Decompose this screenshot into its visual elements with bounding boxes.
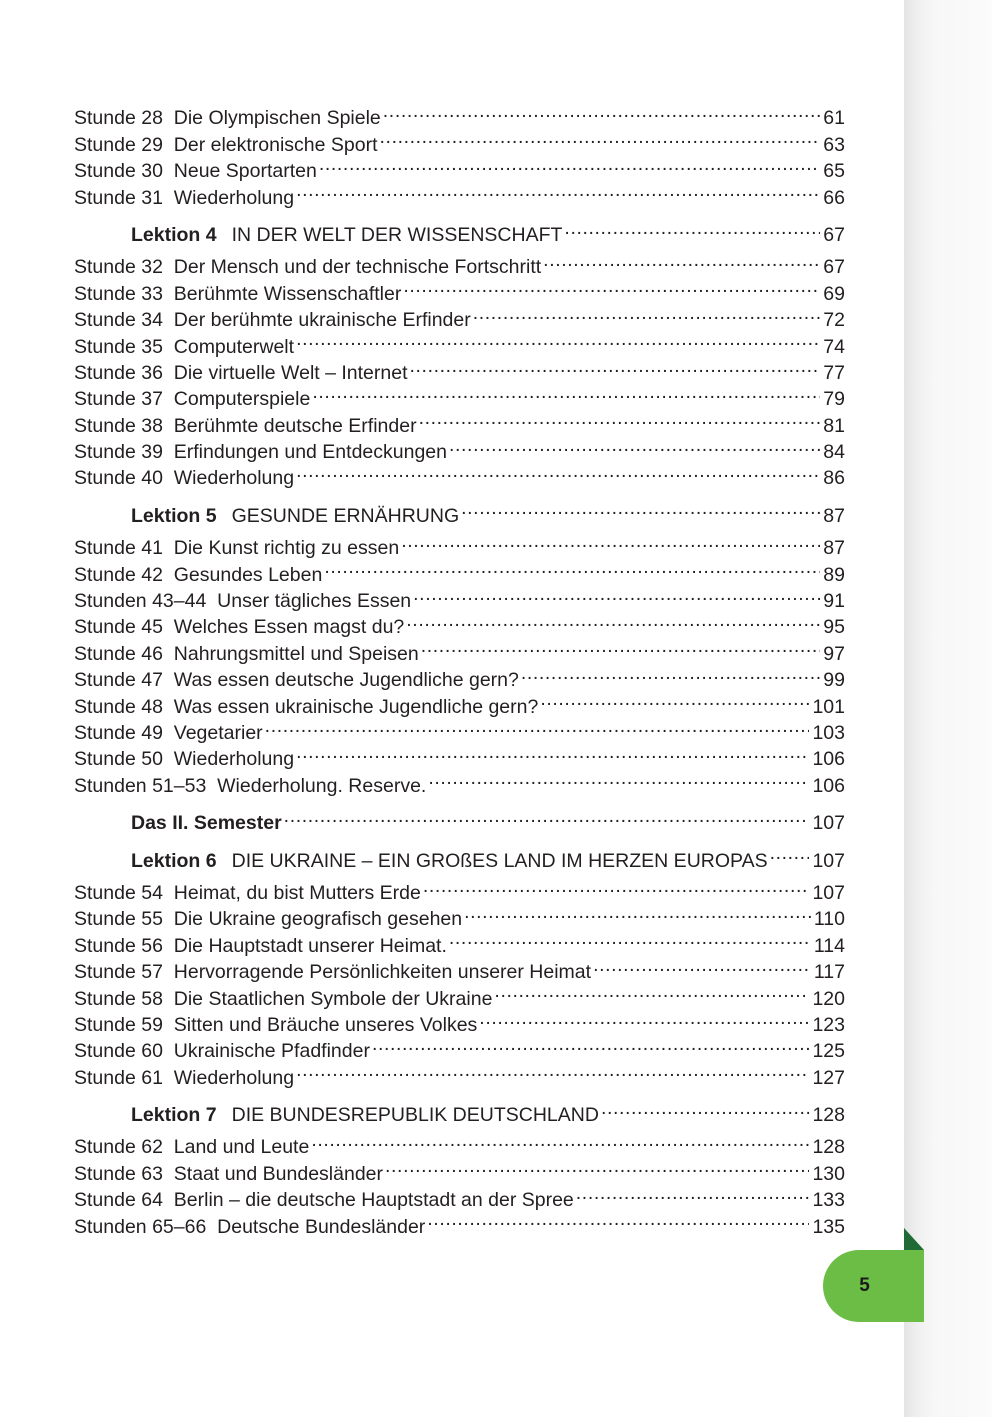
dot-leader	[403, 273, 820, 299]
toc-entry-label	[74, 386, 310, 412]
stunde-number: Stunden 51–53	[74, 774, 207, 797]
stunde-title: Die Hauptstadt unserer Heimat.	[173, 934, 447, 957]
stunde-number: Stunde 63	[74, 1162, 163, 1185]
stunde-number: Stunde 58	[74, 987, 163, 1010]
toc-entry	[74, 1127, 845, 1159]
stunde-title: Staat und Bundesländer	[173, 1162, 384, 1185]
toc-entry-label	[131, 848, 768, 874]
toc-entry-label	[74, 334, 294, 360]
stunde-number: Stunde 42	[74, 563, 163, 586]
dot-leader	[372, 1031, 810, 1057]
toc-entry-label	[131, 503, 459, 529]
toc-entry-label	[74, 933, 447, 959]
lektion-title: GESUNDE ERNÄHRUNG	[231, 504, 460, 527]
stunde-title: Berühmte deutsche Erfinder	[173, 414, 417, 437]
toc-entry-label	[74, 906, 462, 932]
stunde-title: Unser tägliches Essen	[217, 590, 412, 613]
toc-semester-heading	[74, 803, 845, 835]
toc-page-number: 87	[823, 537, 845, 560]
dot-leader	[479, 1005, 809, 1031]
stunde-title: Der berühmte ukrainische Erfinder	[173, 309, 471, 332]
dot-leader	[284, 803, 810, 829]
toc-entry	[74, 98, 845, 130]
stunde-number: Stunden 43–44	[74, 590, 207, 613]
dot-leader	[406, 607, 820, 633]
stunde-number: Stunde 61	[74, 1066, 163, 1089]
toc-page-number: 107	[812, 812, 845, 835]
lektion-number: Lektion 7	[131, 1104, 217, 1127]
dot-leader	[312, 379, 820, 405]
page-tab-fold	[904, 1228, 924, 1250]
page-right-margin	[904, 0, 992, 1417]
stunde-number: Stunde 33	[74, 282, 163, 305]
toc-entry-label	[74, 1214, 425, 1240]
dot-leader	[383, 98, 821, 124]
stunde-number: Stunde 30	[74, 160, 163, 183]
stunde-title: Deutsche Bundesländer	[217, 1215, 426, 1238]
dot-leader	[473, 300, 821, 326]
dot-leader	[296, 458, 820, 484]
stunde-title: Was essen deutsche Jugendliche gern?	[173, 669, 519, 692]
stunde-title: Berlin – die deutsche Hauptstadt an der Spree	[173, 1189, 574, 1212]
semester-title: Das II. Semester	[131, 812, 282, 835]
dot-leader	[494, 978, 809, 1004]
toc-page-number: 77	[823, 361, 845, 384]
lektion-number: Lektion 4	[131, 223, 217, 246]
toc-page-number: 130	[812, 1162, 845, 1185]
toc-page-number: 84	[823, 441, 845, 464]
toc-entry-label	[131, 1102, 599, 1128]
toc-page-number: 67	[823, 256, 845, 279]
stunde-number: Stunde 41	[74, 537, 163, 560]
stunde-title: Hervorragende Persönlichkeiten unserer Heimat	[173, 961, 592, 984]
stunde-title: Wiederholung. Reserve.	[217, 774, 427, 797]
toc-page-number: 61	[823, 107, 845, 130]
toc-page-number: 95	[823, 616, 845, 639]
stunde-title: Heimat, du bist Mutters Erde	[173, 881, 421, 904]
stunde-title: Erfindungen und Entdeckungen	[173, 441, 447, 464]
stunde-number: Stunde 28	[74, 107, 163, 130]
stunde-title: Was essen ukrainische Jugendliche gern?	[173, 695, 539, 718]
toc-page-number: 127	[812, 1066, 845, 1089]
stunde-title: Ukrainische Pfadfinder	[173, 1040, 370, 1063]
dot-leader	[385, 1153, 809, 1179]
stunde-number: Stunde 50	[74, 748, 163, 771]
lektion-number: Lektion 5	[131, 504, 217, 527]
toc-page-number: 120	[812, 987, 845, 1010]
stunde-number: Stunde 36	[74, 361, 163, 384]
dot-leader	[428, 765, 809, 791]
toc-entry-label	[74, 413, 417, 439]
toc-page-number: 125	[812, 1040, 845, 1063]
dot-leader	[540, 686, 809, 712]
toc-entry-label	[74, 158, 317, 184]
stunde-number: Stunde 40	[74, 467, 163, 490]
dot-leader	[421, 633, 821, 659]
toc-page-number: 103	[812, 721, 845, 744]
toc-page-number: 81	[823, 414, 845, 437]
dot-leader	[401, 528, 820, 554]
toc-entry-label	[74, 185, 294, 211]
stunde-number: Stunde 57	[74, 961, 163, 984]
toc-entry-label	[74, 746, 294, 772]
stunde-title: Nahrungsmittel und Speisen	[173, 642, 419, 665]
stunde-number: Stunde 54	[74, 881, 163, 904]
stunde-number: Stunde 38	[74, 414, 163, 437]
lektion-title: DIE UKRAINE – EIN GROßES LAND IM HERZEN EUROPAS	[231, 849, 768, 872]
stunde-title: Berühmte Wissenschaftler	[173, 282, 402, 305]
lektion-title: DIE BUNDESREPUBLIK DEUTSCHLAND	[231, 1104, 599, 1127]
dot-leader	[380, 124, 821, 150]
stunde-number: Stunde 62	[74, 1136, 163, 1159]
toc-entry-label	[131, 810, 282, 836]
dot-leader	[449, 925, 811, 951]
stunde-title: Der elektronische Sport	[173, 133, 378, 156]
toc-page-number: 67	[823, 223, 845, 246]
toc-entry-label	[74, 1161, 383, 1187]
toc-page-number: 86	[823, 467, 845, 490]
dot-leader	[423, 873, 810, 899]
lektion-number: Lektion 6	[131, 849, 217, 872]
toc-entry-label	[131, 222, 562, 248]
stunde-title: Sitten und Bräuche unseres Volkes	[173, 1013, 478, 1036]
dot-leader	[324, 554, 820, 580]
toc-page-number: 79	[823, 388, 845, 411]
stunde-title: Vegetarier	[173, 721, 263, 744]
stunde-number: Stunde 59	[74, 1013, 163, 1036]
stunde-number: Stunde 32	[74, 256, 163, 279]
dot-leader	[296, 326, 820, 352]
lektion-title: IN DER WELT DER WISSENSCHAFT	[231, 223, 563, 246]
toc-page-number: 107	[812, 881, 845, 904]
toc-lektion-heading	[74, 840, 845, 872]
toc-page-number: 97	[823, 642, 845, 665]
toc-entry-label	[74, 1134, 309, 1160]
stunde-title: Welches Essen magst du?	[173, 616, 405, 639]
stunde-number: Stunde 55	[74, 908, 163, 931]
stunde-number: Stunde 37	[74, 388, 163, 411]
toc-entry-label	[74, 641, 419, 667]
toc-entry-label	[74, 1065, 294, 1091]
toc-page-number: 107	[812, 849, 845, 872]
page-number-tab	[823, 1250, 924, 1322]
stunde-title: Die Olympischen Spiele	[173, 107, 381, 130]
toc-page-number: 128	[812, 1136, 845, 1159]
stunde-title: Neue Sportarten	[173, 160, 317, 183]
stunde-title: Wiederholung	[173, 1066, 295, 1089]
stunde-number: Stunde 47	[74, 669, 163, 692]
stunde-number: Stunden 65–66	[74, 1215, 207, 1238]
dot-leader	[419, 405, 821, 431]
stunde-title: Der Mensch und der technische Fortschritt	[173, 256, 542, 279]
stunde-title: Computerwelt	[173, 335, 295, 358]
toc-page-number: 72	[823, 309, 845, 332]
stunde-number: Stunde 60	[74, 1040, 163, 1063]
toc-entry-label	[74, 986, 492, 1012]
toc-page-number: 87	[823, 504, 845, 527]
dot-leader	[319, 151, 820, 177]
dot-leader	[311, 1127, 809, 1153]
stunde-title: Die virtuelle Welt – Internet	[173, 361, 408, 384]
toc-entry-label	[74, 614, 404, 640]
toc-entry-label	[74, 720, 263, 746]
toc-entry	[74, 247, 845, 279]
toc-page-number: 114	[813, 934, 845, 957]
stunde-title: Wiederholung	[173, 748, 295, 771]
toc-page-number: 66	[823, 186, 845, 209]
toc-page-number: 117	[813, 961, 845, 984]
toc-entry	[74, 873, 845, 904]
toc-page-number: 91	[823, 590, 845, 613]
toc-page-number: 123	[812, 1013, 845, 1036]
dot-leader	[449, 432, 820, 458]
stunde-number: Stunde 49	[74, 721, 163, 744]
dot-leader	[410, 353, 821, 379]
dot-leader	[564, 215, 820, 241]
toc-page-number: 69	[823, 282, 845, 305]
stunde-title: Die Ukraine geografisch gesehen	[173, 908, 463, 931]
stunde-number: Stunde 45	[74, 616, 163, 639]
dot-leader	[593, 952, 811, 978]
table-of-contents	[74, 98, 845, 1238]
toc-page-number: 133	[812, 1189, 845, 1212]
toc-lektion-heading	[74, 215, 845, 246]
toc-page-number: 74	[823, 335, 845, 358]
stunde-title: Die Staatlichen Symbole der Ukraine	[173, 987, 493, 1010]
stunde-number: Stunde 39	[74, 441, 163, 464]
toc-page-number: 135	[812, 1215, 845, 1238]
toc-page-number: 99	[823, 669, 845, 692]
toc-entry-label	[74, 281, 401, 307]
dot-leader	[601, 1095, 810, 1121]
toc-lektion-heading	[74, 495, 845, 527]
stunde-title: Gesundes Leben	[173, 563, 323, 586]
toc-lektion-heading	[74, 1095, 845, 1127]
stunde-title: Land und Leute	[173, 1136, 310, 1159]
toc-page-number: 65	[823, 160, 845, 183]
toc-entry-label	[74, 562, 322, 588]
toc-page-number: 106	[812, 748, 845, 771]
dot-leader	[296, 739, 809, 765]
toc-entry-label	[74, 105, 381, 131]
page-number: 5	[859, 1275, 870, 1296]
stunde-title: Computerspiele	[173, 388, 311, 411]
toc-entry-label	[74, 880, 421, 906]
dot-leader	[543, 247, 820, 273]
stunde-number: Stunde 56	[74, 934, 163, 957]
toc-page-number: 110	[813, 908, 845, 931]
dot-leader	[296, 177, 820, 203]
toc-entry	[74, 528, 845, 560]
stunde-number: Stunde 29	[74, 133, 163, 156]
dot-leader	[770, 840, 810, 866]
toc-page-number: 101	[812, 695, 845, 718]
dot-leader	[521, 660, 820, 686]
stunde-title: Die Kunst richtig zu essen	[173, 537, 400, 560]
dot-leader	[265, 713, 810, 739]
toc-entry-label	[74, 465, 294, 491]
stunde-title: Wiederholung	[173, 186, 295, 209]
toc-page-number: 89	[823, 563, 845, 586]
toc-page-number: 63	[823, 133, 845, 156]
stunde-number: Stunde 34	[74, 309, 163, 332]
toc-entry-label	[74, 773, 426, 799]
toc-page-number: 106	[812, 774, 845, 797]
toc-entry-label	[74, 588, 411, 614]
stunde-number: Stunde 64	[74, 1189, 163, 1212]
stunde-number: Stunde 48	[74, 695, 163, 718]
dot-leader	[576, 1180, 810, 1206]
toc-entry-label	[74, 667, 519, 693]
stunde-number: Stunde 46	[74, 642, 163, 665]
dot-leader	[413, 581, 820, 607]
dot-leader	[461, 495, 820, 521]
toc-page-number: 128	[812, 1104, 845, 1127]
dot-leader	[427, 1206, 809, 1232]
stunde-number: Stunde 31	[74, 186, 163, 209]
dot-leader	[464, 899, 811, 925]
stunde-number: Stunde 35	[74, 335, 163, 358]
dot-leader	[296, 1057, 809, 1083]
stunde-title: Wiederholung	[173, 467, 295, 490]
